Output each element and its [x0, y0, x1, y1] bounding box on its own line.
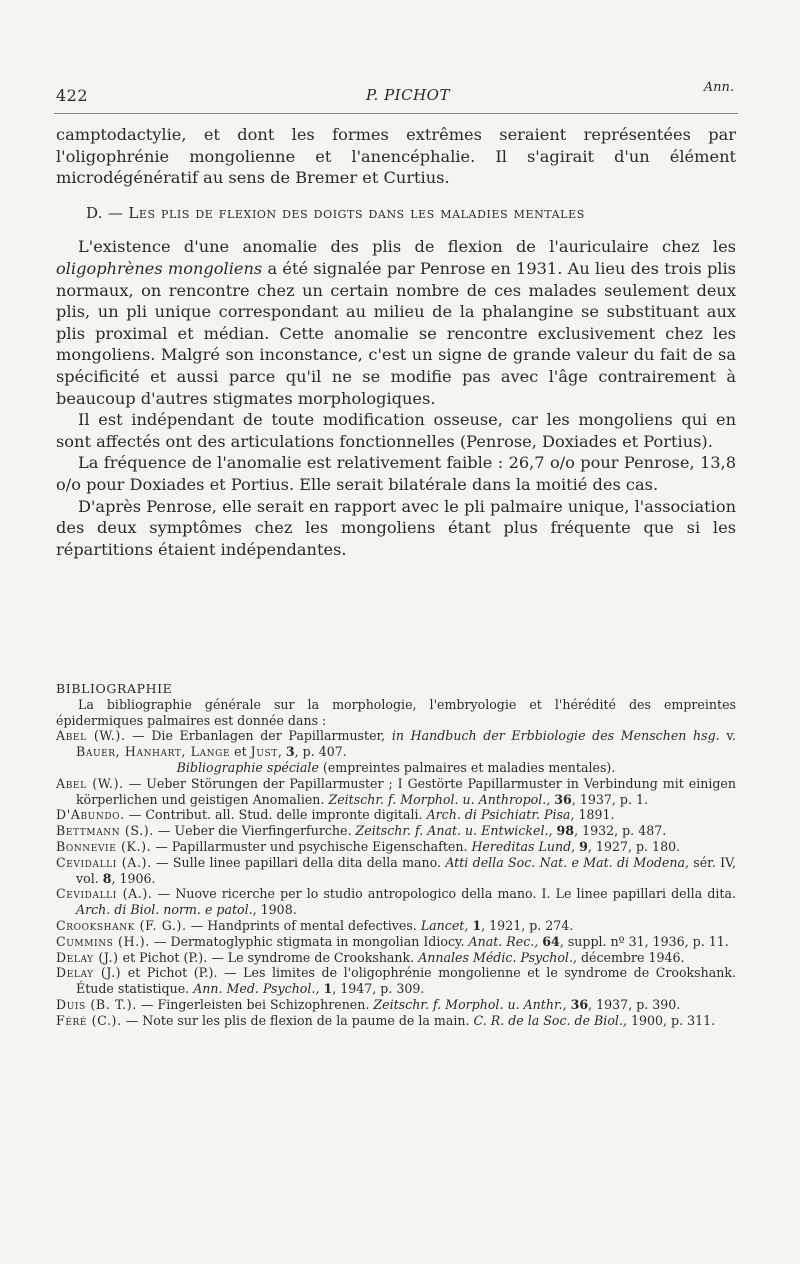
- bibliography-entry: Féré (C.). — Note sur les plis de flexion de la paume de la main. C. R. de la Soc. de Biol., 1900, p. 311.: [56, 1012, 716, 1028]
- paragraph: Il est indépendant de toute modification osseuse, car les mongoliens qui en sont affectés ont des articulations fonctionnelles (Penrose, Doxiades et Portius).: [56, 410, 736, 451]
- section-letter: D. —: [86, 203, 124, 222]
- paragraph: La fréquence de l'anomalie est relativement faible : 26,7 o/o pour Penrose, 13,8 o/o pour Doxiades et Portius. Elle serait bilatérale dans la moitié des cas.: [56, 453, 736, 494]
- header-rule: [54, 113, 738, 114]
- entry-author: Cummins (H.).: [56, 933, 150, 949]
- section-heading: [56, 203, 736, 225]
- paragraph: D'après Penrose, elle serait en rapport avec le pli palmaire unique, l'association des deux symptômes chez les mongoliens étant plus fréquente que si les répartitions étaient indépendantes.: [56, 496, 736, 559]
- bibliography-subheading: Bibliographie spéciale (empreintes palmaires et maladies mentales).: [176, 759, 616, 775]
- entry-journal: Ann. Med. Psychol.,: [193, 981, 320, 997]
- entry-journal: C. R. de la Soc. de Biol.,: [473, 1012, 627, 1028]
- bibliography-entry: Abel (W.). — Ueber Störungen der Papillarmuster ; I Gestörte Papillarmuster in Verbindung mit einigen körperlichen und geistigen Anomalien. Zeitschr. f. Morphol. u. Anthropol., 36, 1937, p. 1.: [56, 775, 736, 807]
- entry-journal: Lancet,: [420, 917, 469, 933]
- running-head: [56, 80, 734, 106]
- entry-author: Delay (J.): [56, 965, 122, 981]
- entry-author: Crookshank (F. G.).: [56, 917, 187, 933]
- italic-term: oligophrènes mongoliens: [56, 258, 263, 278]
- bibliography-entries: [56, 776, 736, 1029]
- bibliography-entry: Delay (J.) et Pichot (P.). — Les limites de l'oligophrénie mongolienne et le syndrome de Crookshank. Étude statistique. Ann. Med. Psychol., 1, 1947, p. 309.: [56, 965, 736, 997]
- bibliography-entry: Cevidalli (A.). — Nuove ricerche per lo studio antropologico della mano. I. Le linee papillari della dita. Arch. di Biol. norm. e patol., 1908.: [56, 886, 736, 918]
- bibliography-entry: Cevidalli (A.). — Sulle linee papillari della dita della mano. Atti della Soc. Nat. e Mat. di Modena, sér. IV, vol. 8, 1906.: [56, 854, 736, 886]
- bibliography-entry: D'Abundo. — Contribut. all. Stud. delle impronte digitali. Arch. di Psichiatr. Pisa, 1891.: [56, 807, 615, 823]
- entry-journal: Hereditas Lund,: [471, 838, 576, 854]
- entry-author: Duis (B. T.).: [56, 996, 137, 1012]
- entry-author: Bettmann (S.).: [56, 823, 154, 839]
- running-head-author: P. PICHOT: [366, 86, 450, 104]
- entry-author: D'Abundo.: [56, 807, 125, 823]
- entry-journal: Zeitschr. f. Morphol. u. Anthropol.,: [328, 791, 551, 807]
- entry-author: Cevidalli (A.).: [56, 886, 153, 902]
- entry-author: Féré (C.).: [56, 1012, 122, 1028]
- bibliography-intro: La bibliographie générale sur la morphologie, l'embryologie et l'hérédité des empreintes épidermiques palmaires est donnée dans :: [56, 696, 736, 728]
- entry-journal: Zeitschr. f. Morphol. u. Anthr.,: [373, 996, 567, 1012]
- entry-journal: Zeitschr. f. Anat. u. Entwickel.,: [355, 823, 553, 839]
- section-title: Les plis de flexion des doigts dans les maladies mentales: [128, 203, 585, 222]
- body-text: [56, 124, 736, 560]
- entry-journal: Anat. Rec.,: [468, 933, 539, 949]
- entry-journal: Annales Médic. Psychol.,: [418, 949, 577, 965]
- paragraph: L'existence d'une anomalie des plis de flexion de l'auriculaire chez les oligophrènes mongoliens a été signalée par Penrose en 1931. Au lieu des trois plis normaux, on rencontre chez un certain nombre de ces malades seulement deux plis, un pli unique correspondant au milieu de la phalangine se substituant aux plis proximal et médian. Cette anomalie se rencontre exclusivement chez les mongoliens. Malgré son inconstance, c'est un signe de grande valeur du fait de sa spécificité et aussi parce qu'il ne se modifie pas avec l'âge contrairement à beaucoup d'autres stigmates morphologiques.: [56, 237, 736, 408]
- bibliography-entry: Bettmann (S.). — Ueber die Vierfingerfurche. Zeitschr. f. Anat. u. Entwickel., 98, 1932, p. 487.: [56, 823, 667, 839]
- bibliography-entry: Abel (W.). — Die Erbanlagen der Papillarmuster, in Handbuch der Erbbiologie des Menschen hsg. v. Bauer, Hanhart, Lange et Just, 3, p. 407.: [56, 728, 736, 760]
- entry-journal: Arch. di Biol. norm. e patol.,: [76, 902, 257, 918]
- bibliography-entry: Cummins (H.). — Dermatoglyphic stigmata in mongolian Idiocy. Anat. Rec., 64, suppl. nº 31, 1936, p. 11.: [56, 933, 729, 949]
- journal-abbrev: Ann.: [703, 80, 734, 95]
- entry-author: Cevidalli (A.).: [56, 854, 152, 870]
- bibliography-entry: Delay (J.) et Pichot (P.). — Le syndrome de Crookshank. Annales Médic. Psychol., décembre 1946.: [56, 949, 685, 965]
- bibliography-entry: Crookshank (F. G.). — Handprints of mental defectives. Lancet, 1, 1921, p. 274.: [56, 917, 574, 933]
- entry-author: Delay (J.): [56, 949, 119, 965]
- entry-author: Abel (W.).: [56, 775, 124, 791]
- entry-journal: Arch. di Psichiatr. Pisa,: [426, 807, 575, 823]
- entry-journal: Atti della Soc. Nat. e Mat. di Modena,: [445, 854, 689, 870]
- paragraph-carryover: camptodactylie, et dont les formes extrêmes seraient représentées par l'oligophrénie mongolienne et l'anencéphalie. Il s'agirait d'un élément microdégénératif au sens de Bremer et Curtius.: [56, 125, 736, 188]
- page-number: 422: [56, 86, 89, 105]
- bibliography-entry: Bonnevie (K.). — Papillarmuster und psychische Eigenschaften. Hereditas Lund, 9, 1927, p. 180.: [56, 838, 681, 854]
- bibliography-entry: Duis (B. T.). — Fingerleisten bei Schizophrenen. Zeitschr. f. Morphol. u. Anthr., 36, 1937, p. 390.: [56, 996, 681, 1012]
- bibliography: [56, 681, 736, 1029]
- bibliography-title: BIBLIOGRAPHIE: [56, 681, 173, 696]
- entry-author: Bonnevie (K.).: [56, 838, 152, 854]
